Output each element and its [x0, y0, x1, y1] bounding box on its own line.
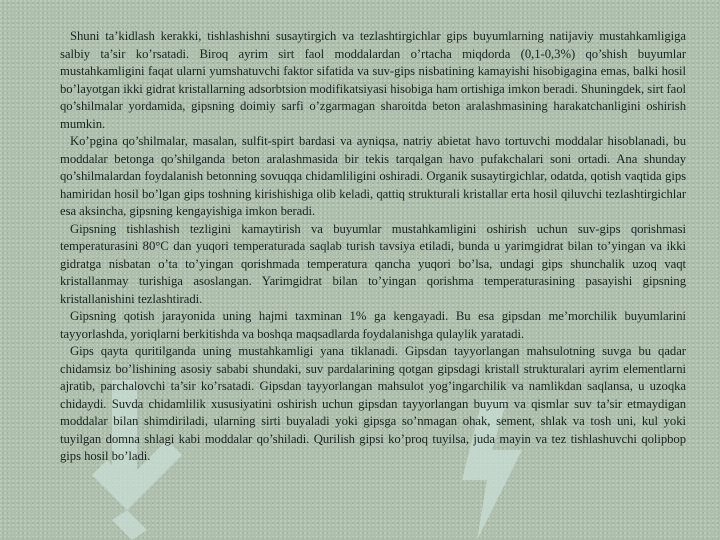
paragraph-2: Ko’pgina qo’shilmalar, masalan, sulfit-spirt bardasi va ayniqsa, natriy abietat havo tortuvchi moddalar hisoblanadi, bu moddalar betonga qo’shilganda beton aralashmasida bir tekis tarqalgan havo pufakchalari soni ortadi. Ana shunday qo’shilmalardan foydalanish betonning sovuqqa chidamliligini oshiradi. Organik susaytirgichlar, odatda, qotish vaqtida gips hamiridan hosil bo’lgan gips toshning kirishishiga olib keladi, qattiq strukturali kristallar erta hosil qiluvchi tezlashtirgichlar esa aksincha, gipsning kengayishiga imkon beradi. [60, 134, 686, 218]
paragraph-1: Shuni ta’kidlash kerakki, tishlashishni susaytirgich va tezlashtirgichlar gips buyumlarning natijaviy mustahkamligiga salbiy ta’sir ko’rsatadi. Biroq ayrim sirt faol moddalardan o’rtacha miqdorda (0,1-0,3%) qo’shish buyumlar mustahkamligini faqat ularni yumshatuvchi faktor sifatida va suv-gips nisbatining kamayishi hisobigagina emas, balki hosil bo’layotgan ikki gidrat kristallarning adsorbtsion modifikatsiyasi hisobiga ham ortishiga imkon beradi. Shuningdek, sirt faol qo’shilmalar yordamida, gipsning doimiy sarfi o’zgarmagan sharoitda beton aralashmasining harakatchanligini oshirish mumkin. [60, 29, 686, 131]
paragraph-5: Gips qayta quritilganda uning mustahkamligi yana tiklanadi. Gipsdan tayyorlangan mahsulotning suvga bu qadar chidamsiz bo’lishining asosiy sababi shundaki, suv pardalarining qotgan gipsdagi kristall strukturalari ayrim elementlarni ajratib, parchalovchi ta’sir ko’rsatadi. Gipsdan tayyorlangan mahsulot yog’ingarchilik va namlikdan saqlansa, u uzoqka chidaydi. Suvda chidamlilik xususiyatini oshirish uchun gipsdan tayyorlangan buyum va qismlar suv ta’sir etmaydigan moddalar bilan shimdiriladi, ularning sirti buyaladi yoki gipsga so’nmagan ohak, sement, shlak va tosh uni, kul yoki tuyilgan domna shlagi kabi moddalar qo’shiladi. Qurilish gipsi ko’proq tuyilsa, juda mayin va tez tishlashuvchi qolipbop gips hosil bo’ladi. [60, 344, 686, 463]
paragraph-4: Gipsning qotish jarayonida uning hajmi taxminan 1% ga kengayadi. Bu esa gipsdan me’morchilik buyumlarini tayyorlashda, yoriqlarni berkitishda va boshqa maqsadlarda foydalanishga qulaylik yaratadi. [60, 309, 686, 341]
paragraph-3: Gipsning tishlashish tezligini kamaytirish va buyumlar mustahkamligini oshirish uchun suv-gips qorishmasi temperaturasini 80°C dan yuqori temperaturada saqlab turish tavsiya etiladi, bunda u yarimgidrat bilan to’yingan va ikki gidratga nisbatan o’ta to’yingan qorishmada temperatura qancha yuqori bo’lsa, undagi gips shunchalik uzoq vaqt kristallanmay turishiga asoslangan. Yarimgidrat bilan to’yingan qorishma temperaturasining pasayishi gipsning kristallanishini tezlashtiradi. [60, 221, 686, 306]
document-body [60, 28, 686, 466]
